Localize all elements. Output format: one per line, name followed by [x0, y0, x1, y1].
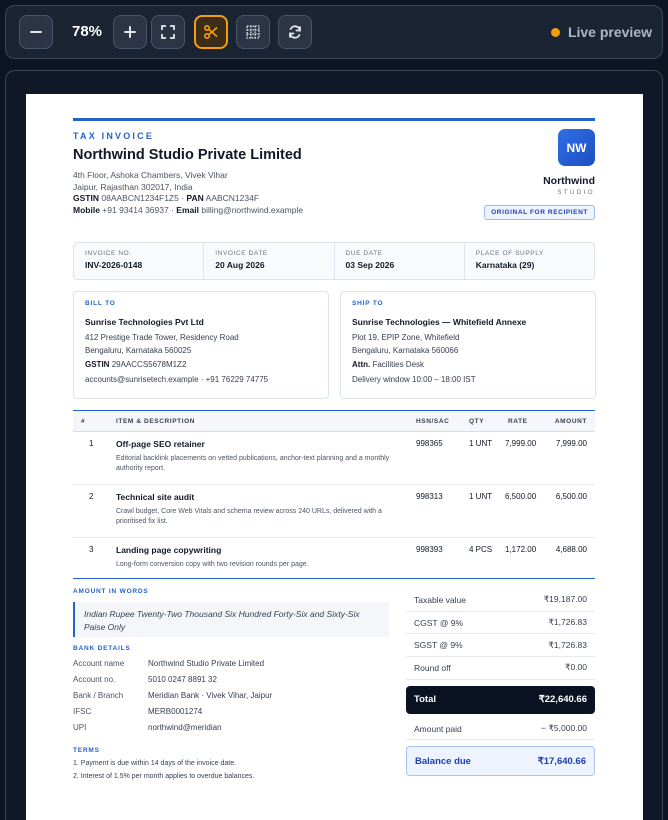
totals-panel: [406, 589, 595, 776]
row-title: Technical site audit: [116, 492, 195, 502]
gstin-label: GSTIN: [85, 360, 110, 369]
col-rate: RATE: [505, 411, 551, 432]
row-desc: Long-form conversion copy with two revision rounds per page.: [116, 561, 309, 568]
bill-to-gstin: 29AACCS5678M1Z2: [111, 360, 187, 369]
ship-to-card: [340, 291, 596, 399]
row-hsn: 998393: [416, 538, 467, 579]
company-email: billing@northwind.example: [201, 204, 304, 215]
bank-row: [73, 723, 393, 739]
brand-name: Northwind: [543, 175, 595, 187]
zoom-level: 78%: [71, 23, 103, 40]
company-name: Northwind Studio Private Limited: [73, 147, 302, 163]
company-gstin: 08AABCN1234F1Z5: [101, 193, 179, 203]
meta-value: 03 Sep 2026: [345, 260, 395, 270]
terms-list: [73, 758, 254, 783]
company-address-line-1: 4th Floor, Ashoka Chambers, Vivek Vihar: [73, 170, 228, 180]
cgst-label: CGST @ 9%: [414, 617, 464, 628]
meta-due-date: [335, 243, 465, 279]
col-hsn: HSN/SAC: [416, 411, 467, 432]
document-type: TAX INVOICE: [73, 131, 155, 141]
grid-icon: [245, 24, 261, 40]
preview-pane[interactable]: [5, 70, 663, 820]
row-num: 2: [73, 485, 116, 538]
zoom-out-button[interactable]: [19, 15, 53, 49]
bank-value: Meridian Bank · Vivek Vihar, Jaipur: [148, 691, 273, 700]
minus-icon: [28, 24, 44, 40]
bank-row: [73, 691, 393, 707]
ship-to-address-2: Bengaluru, Karnataka 560066: [352, 345, 459, 355]
bank-row: [73, 707, 393, 723]
plus-icon: [122, 24, 138, 40]
bank-value: 5010 0247 8891 32: [148, 675, 217, 684]
total-row: [406, 686, 595, 714]
cgst-value: ₹1,726.83: [548, 617, 587, 628]
company-mobile: +91 93414 36937: [102, 204, 169, 215]
company-contact: Mobile +91 93414 36937 · Email billing@northwind.example: [73, 204, 304, 215]
terms-item: 1. Payment is due within 14 days of the invoice date.: [73, 760, 237, 767]
live-indicator-dot: [551, 28, 560, 37]
terms-item: 2. Interest of 1.5% per month applies to overdue balances.: [73, 772, 255, 780]
row-amount: 7,999.00: [551, 432, 595, 485]
meta-value: 20 Aug 2026: [215, 260, 265, 270]
bank-row: [73, 675, 393, 691]
company-tax-ids: GSTIN 08AABCN1234F1Z5 · PAN AABCN1234F: [73, 193, 260, 203]
col-num: #: [73, 411, 116, 432]
sgst-row: [406, 634, 595, 657]
grid-button[interactable]: [236, 15, 270, 49]
bank-key: Account no.: [73, 675, 116, 684]
scissors-icon: [203, 24, 219, 40]
meta-label: PLACE OF SUPPLY: [475, 250, 544, 257]
col-qty: QTY: [467, 411, 505, 432]
meta-place-of-supply: [465, 243, 594, 279]
zoom-in-button[interactable]: [113, 15, 147, 49]
invoice-document: [26, 94, 643, 820]
row-num: 1: [73, 432, 116, 485]
bill-to-address-2: Bengaluru, Karnataka 560025: [85, 345, 192, 355]
meta-value: INV-2026-0148: [85, 260, 143, 270]
row-item: [116, 485, 416, 538]
row-qty: 1 UNT: [467, 432, 505, 485]
bill-to-gstin-line: [85, 360, 317, 371]
amount-paid-row: [406, 718, 595, 741]
bill-to-name: Sunrise Technologies Pvt Ltd: [85, 317, 204, 327]
sgst-value: ₹1,726.83: [548, 639, 587, 650]
amount-paid-label: Amount paid: [414, 723, 462, 734]
brand-logo: NW: [558, 129, 595, 166]
row-desc: Editorial backlink placements on vetted publications, anchor-text planning and a monthly authority report.: [116, 455, 390, 472]
amount-paid-value: − ₹5,000.00: [541, 723, 587, 734]
taxable-value: ₹19,187.00: [543, 594, 587, 605]
balance-due-value: ₹17,640.66: [537, 755, 586, 767]
row-amount: 6,500.00: [551, 485, 595, 538]
bank-details: [73, 659, 393, 739]
row-desc: Crawl budget, Core Web Vitals and schema review across 240 URLs, delivered with a prioritised fix list.: [116, 508, 382, 525]
total-label: Total: [414, 694, 436, 706]
company-pan: AABCN1234F: [205, 193, 260, 203]
bank-row: [73, 659, 393, 675]
meta-label: DUE DATE: [345, 250, 383, 257]
row-title: Landing page copywriting: [116, 545, 222, 555]
row-item: [116, 538, 416, 579]
terms-label: TERMS: [73, 747, 100, 754]
row-hsn: 998365: [416, 432, 467, 485]
top-accent-line: [73, 118, 595, 121]
balance-due-label: Balance due: [415, 755, 471, 767]
ship-to-label: SHIP TO: [352, 300, 384, 307]
row-item: [116, 432, 416, 485]
meta-value: Karnataka (29): [475, 260, 535, 270]
cut-tool-button[interactable]: [194, 15, 228, 49]
amount-words-label: AMOUNT IN WORDS: [73, 588, 149, 595]
bank-value: Northwind Studio Private Limited: [148, 659, 265, 668]
fullscreen-icon: [160, 24, 176, 40]
taxable-row: [406, 589, 595, 612]
round-off-value: ₹0.00: [565, 662, 587, 673]
email-label: Email: [176, 204, 199, 215]
fit-screen-button[interactable]: [151, 15, 185, 49]
row-amount: 4,688.00: [551, 538, 595, 579]
mobile-label: Mobile: [73, 204, 100, 215]
attn-label: Attn.: [352, 360, 371, 369]
round-off-row: [406, 657, 595, 680]
bank-value: MERB0001274: [148, 707, 203, 716]
table-row: [73, 485, 595, 538]
ship-to-delivery: Delivery window 10:00 – 18:00 IST: [352, 374, 476, 384]
company-address-line-2: Jaipur, Rajasthan 302017, India: [73, 181, 193, 192]
bill-to-contact: accounts@sunrisetech.example · +91 76229 74775: [85, 374, 269, 384]
meta-invoice-date: [204, 243, 334, 279]
cgst-row: [406, 612, 595, 635]
meta-label: INVOICE NO.: [85, 250, 132, 257]
live-preview-status: [551, 24, 652, 40]
bank-details-label: BANK DETAILS: [73, 645, 131, 652]
row-rate: 6,500.00: [505, 485, 551, 538]
meta-invoice-no: [74, 243, 204, 279]
refresh-button[interactable]: [278, 15, 312, 49]
round-off-label: Round off: [414, 662, 451, 673]
col-item: ITEM & DESCRIPTION: [116, 411, 416, 432]
bank-key: Bank / Branch: [73, 691, 124, 700]
pan-label: PAN: [186, 193, 204, 203]
row-rate: 7,999.00: [505, 432, 551, 485]
line-items-table: [73, 410, 595, 579]
original-badge: ORIGINAL FOR RECIPIENT: [484, 205, 595, 220]
live-preview-label: Live preview: [567, 24, 652, 40]
row-hsn: 998313: [416, 485, 467, 538]
row-qty: 4 PCS: [467, 538, 505, 579]
table-row: [73, 432, 595, 485]
brand-subtitle: STUDIO: [557, 190, 595, 196]
bill-to-card: [73, 291, 329, 399]
amount-words-box: Indian Rupee Twenty-Two Thousand Six Hundred Forty-Six and Sixty-Six Paise Only: [73, 602, 389, 637]
invoice-meta-bar: [73, 242, 595, 280]
bank-key: IFSC: [73, 707, 92, 716]
gstin-label: GSTIN: [73, 193, 99, 203]
table-header-row: [73, 411, 595, 432]
row-qty: 1 UNT: [467, 485, 505, 538]
sgst-label: SGST @ 9%: [414, 640, 463, 651]
row-num: 3: [73, 538, 116, 579]
col-amount: AMOUNT: [551, 411, 595, 432]
bank-key: UPI: [73, 723, 87, 732]
preview-toolbar: [5, 5, 663, 59]
ship-to-attn: Facilities Desk: [372, 360, 425, 369]
ship-to-attn-line: [352, 360, 584, 371]
bank-key: Account name: [73, 659, 125, 668]
ship-to-address-1: Plot 19, EPIP Zone, Whitefield: [352, 333, 460, 342]
table-row: [73, 538, 595, 579]
meta-label: INVOICE DATE: [215, 250, 268, 257]
bank-value: northwind@meridian: [148, 723, 222, 732]
ship-to-name: Sunrise Technologies — Whitefield Annexe: [352, 317, 527, 327]
row-title: Off-page SEO retainer: [116, 439, 205, 449]
taxable-label: Taxable value: [414, 594, 466, 605]
brand-block: [455, 129, 595, 220]
bill-to-address-1: 412 Prestige Trade Tower, Residency Road: [85, 333, 239, 342]
row-rate: 1,172.00: [505, 538, 551, 579]
refresh-icon: [287, 24, 303, 40]
balance-due-row: [406, 746, 595, 776]
bill-to-label: BILL TO: [85, 300, 116, 307]
total-value: ₹22,640.66: [538, 694, 587, 706]
